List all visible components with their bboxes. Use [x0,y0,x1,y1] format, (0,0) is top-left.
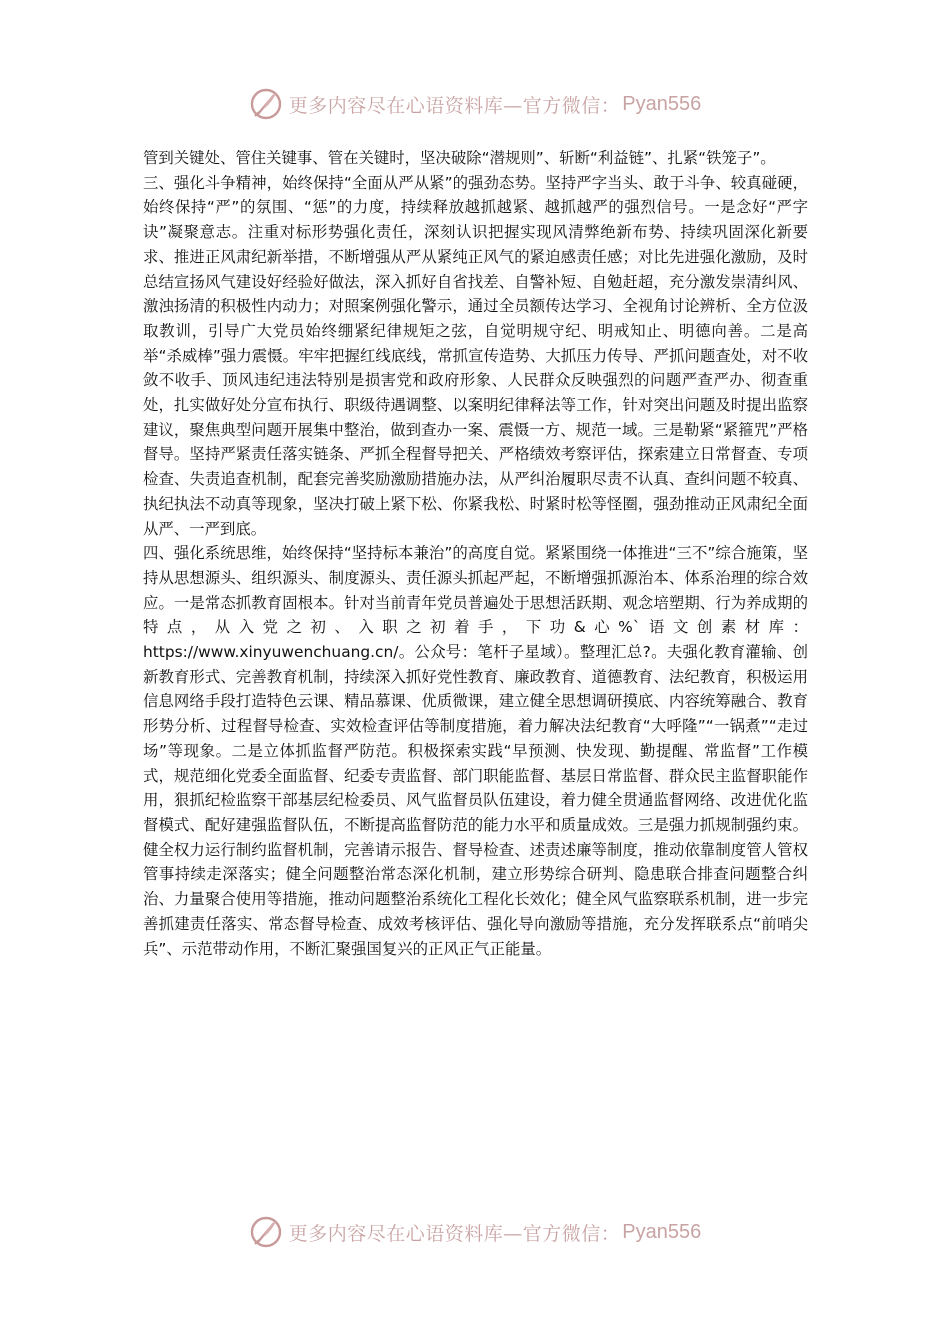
header-wechat-id: Pyan556 [622,92,702,115]
paragraph-continuation: 管到关键处、管住关键事、管在关键时，坚决破除“潜规则”、斩断“利益链”、扎紧“铁笼子”。 [143,149,776,167]
footer-banner-text: 更多内容尽在心语资料库—官方微信： [288,1222,621,1245]
footer-banner [0,1210,950,1254]
quill-pen-logo-icon [249,1215,283,1249]
paragraph-section-three: 三、强化斗争精神，始终保持“全面从严从紧”的强劲态势。坚持严字当头、敢于斗争、较真碰硬，始终保持“严”的氛围、“惩”的力度，持续释放越抓越紧、越抓越严的强烈信号。一是念好“严字诀”凝聚意志。注重对标形势强化责任，深刻认识把握实现风清弊绝新布势、持续巩固深化新要求、推进正风肃纪新举措，不断增强从严从紧纯正风气的紧迫感责任感；对比先进强化激励，及时总结宣扬风气建设好经验好做法，深入抓好自省找差、自警补短、自勉赶超，充分激发崇清纠风、激浊扬清的积极性内动力；对照案例强化警示，通过全员额传达学习、全视角讨论辨析、全方位汲取教训，引导广大党员始终绷紧纪律规矩之弦，自觉明规守纪、明戒知止、明德向善。二是高举“杀威棒”强力震慑。牢牢把握红线底线，常抓宣传造势、大抓压力传导、严抓问题查处，对不收敛不收手、顶风违纪违法特别是损害党和政府形象、人民群众反映强烈的问题严查严办、彻查重处，扎实做好处分宣布执行、职级待遇调整、以案明纪律释法等工作，针对突出问题及时提出监察建议，聚焦典型问题开展集中整治，做到查办一案、震慑一方、规范一域。三是勒紧“紧箍咒”严格督导。坚持严紧责任落实链条、严抓全程督导把关、严格绩效考察评估，探索建立日常督查、专项检查、失责追查机制，配套完善奖励激励措施办法，从严纠治履职尽责不认真、查纠问题不较真、执纪执法不动真等现象，坚决打破上紧下松、你紧我松、时紧时松等怪圈，强劲推动正风肃纪全面从严、一严到底。 [143,173,808,538]
header-banner [0,82,950,126]
quill-pen-logo-icon [249,87,283,121]
document-body [143,146,808,961]
paragraph-section-four: 四、强化系统思维，始终保持“坚持标本兼治”的高度自觉。紧紧围绕一体推进“三不”综合施策，坚持从思想源头、组织源头、制度源头、责任源头抓起严起，不断增强抓源治本、体系治理的综合效应。一是常态抓教育固根本。针对当前青年党员普遍处于思想活跃期、观念培塑期、行为养成期的特点，从入党之初、入职之初着手，下功&心%`语文创素材库：https://www.xinyuwenchuang.cn/。公众号：笔杆子星域）。整理汇总?。夫强化教育灌输、创新教育形式、完善教育机制，持续深入抓好党性教育、廉政教育、道德教育、法纪教育，积极运用信息网络手段打造特色云课、精品慕课、优质微课，建立健全思想调研摸底、内容统筹融合、教育形势分析、过程督导检查、实效检查评估等制度措施，着力解决法纪教育“大呼隆”“一锅煮”“走过场”等现象。二是立体抓监督严防范。积极探索实践“早预测、快发现、勤提醒、常监督”工作模式，规范细化党委全面监督、纪委专责监督、部门职能监督、基层日常监督、群众民主监督职能作用，狠抓纪检监察干部基层纪检委员、风气监督员队伍建设，着力健全贯通监督网络、改进优化监督模式、配好建强监督队伍，不断提高监督防范的能力水平和质量成效。三是强力抓规制强约束。健全权力运行制约监督机制，完善请示报告、督导检查、述责述廉等制度，推动依靠制度管人管权管事持续走深落实；健全问题整治常态深化机制，建立形势综合研判、隐患联合排查问题整合纠治、力量聚合使用等措施，推动问题整治系统化工程化长效化；健全风气监察联系机制，进一步完善抓建责任落实、常态督导检查、成效考核评估、强化导向激励等措施，充分发挥联系点“前哨尖兵”、示范带动作用，不断汇聚强国复兴的正风正气正能量。 [143,544,808,958]
header-banner-text: 更多内容尽在心语资料库—官方微信： [288,94,621,117]
footer-wechat-id: Pyan556 [622,1220,702,1243]
